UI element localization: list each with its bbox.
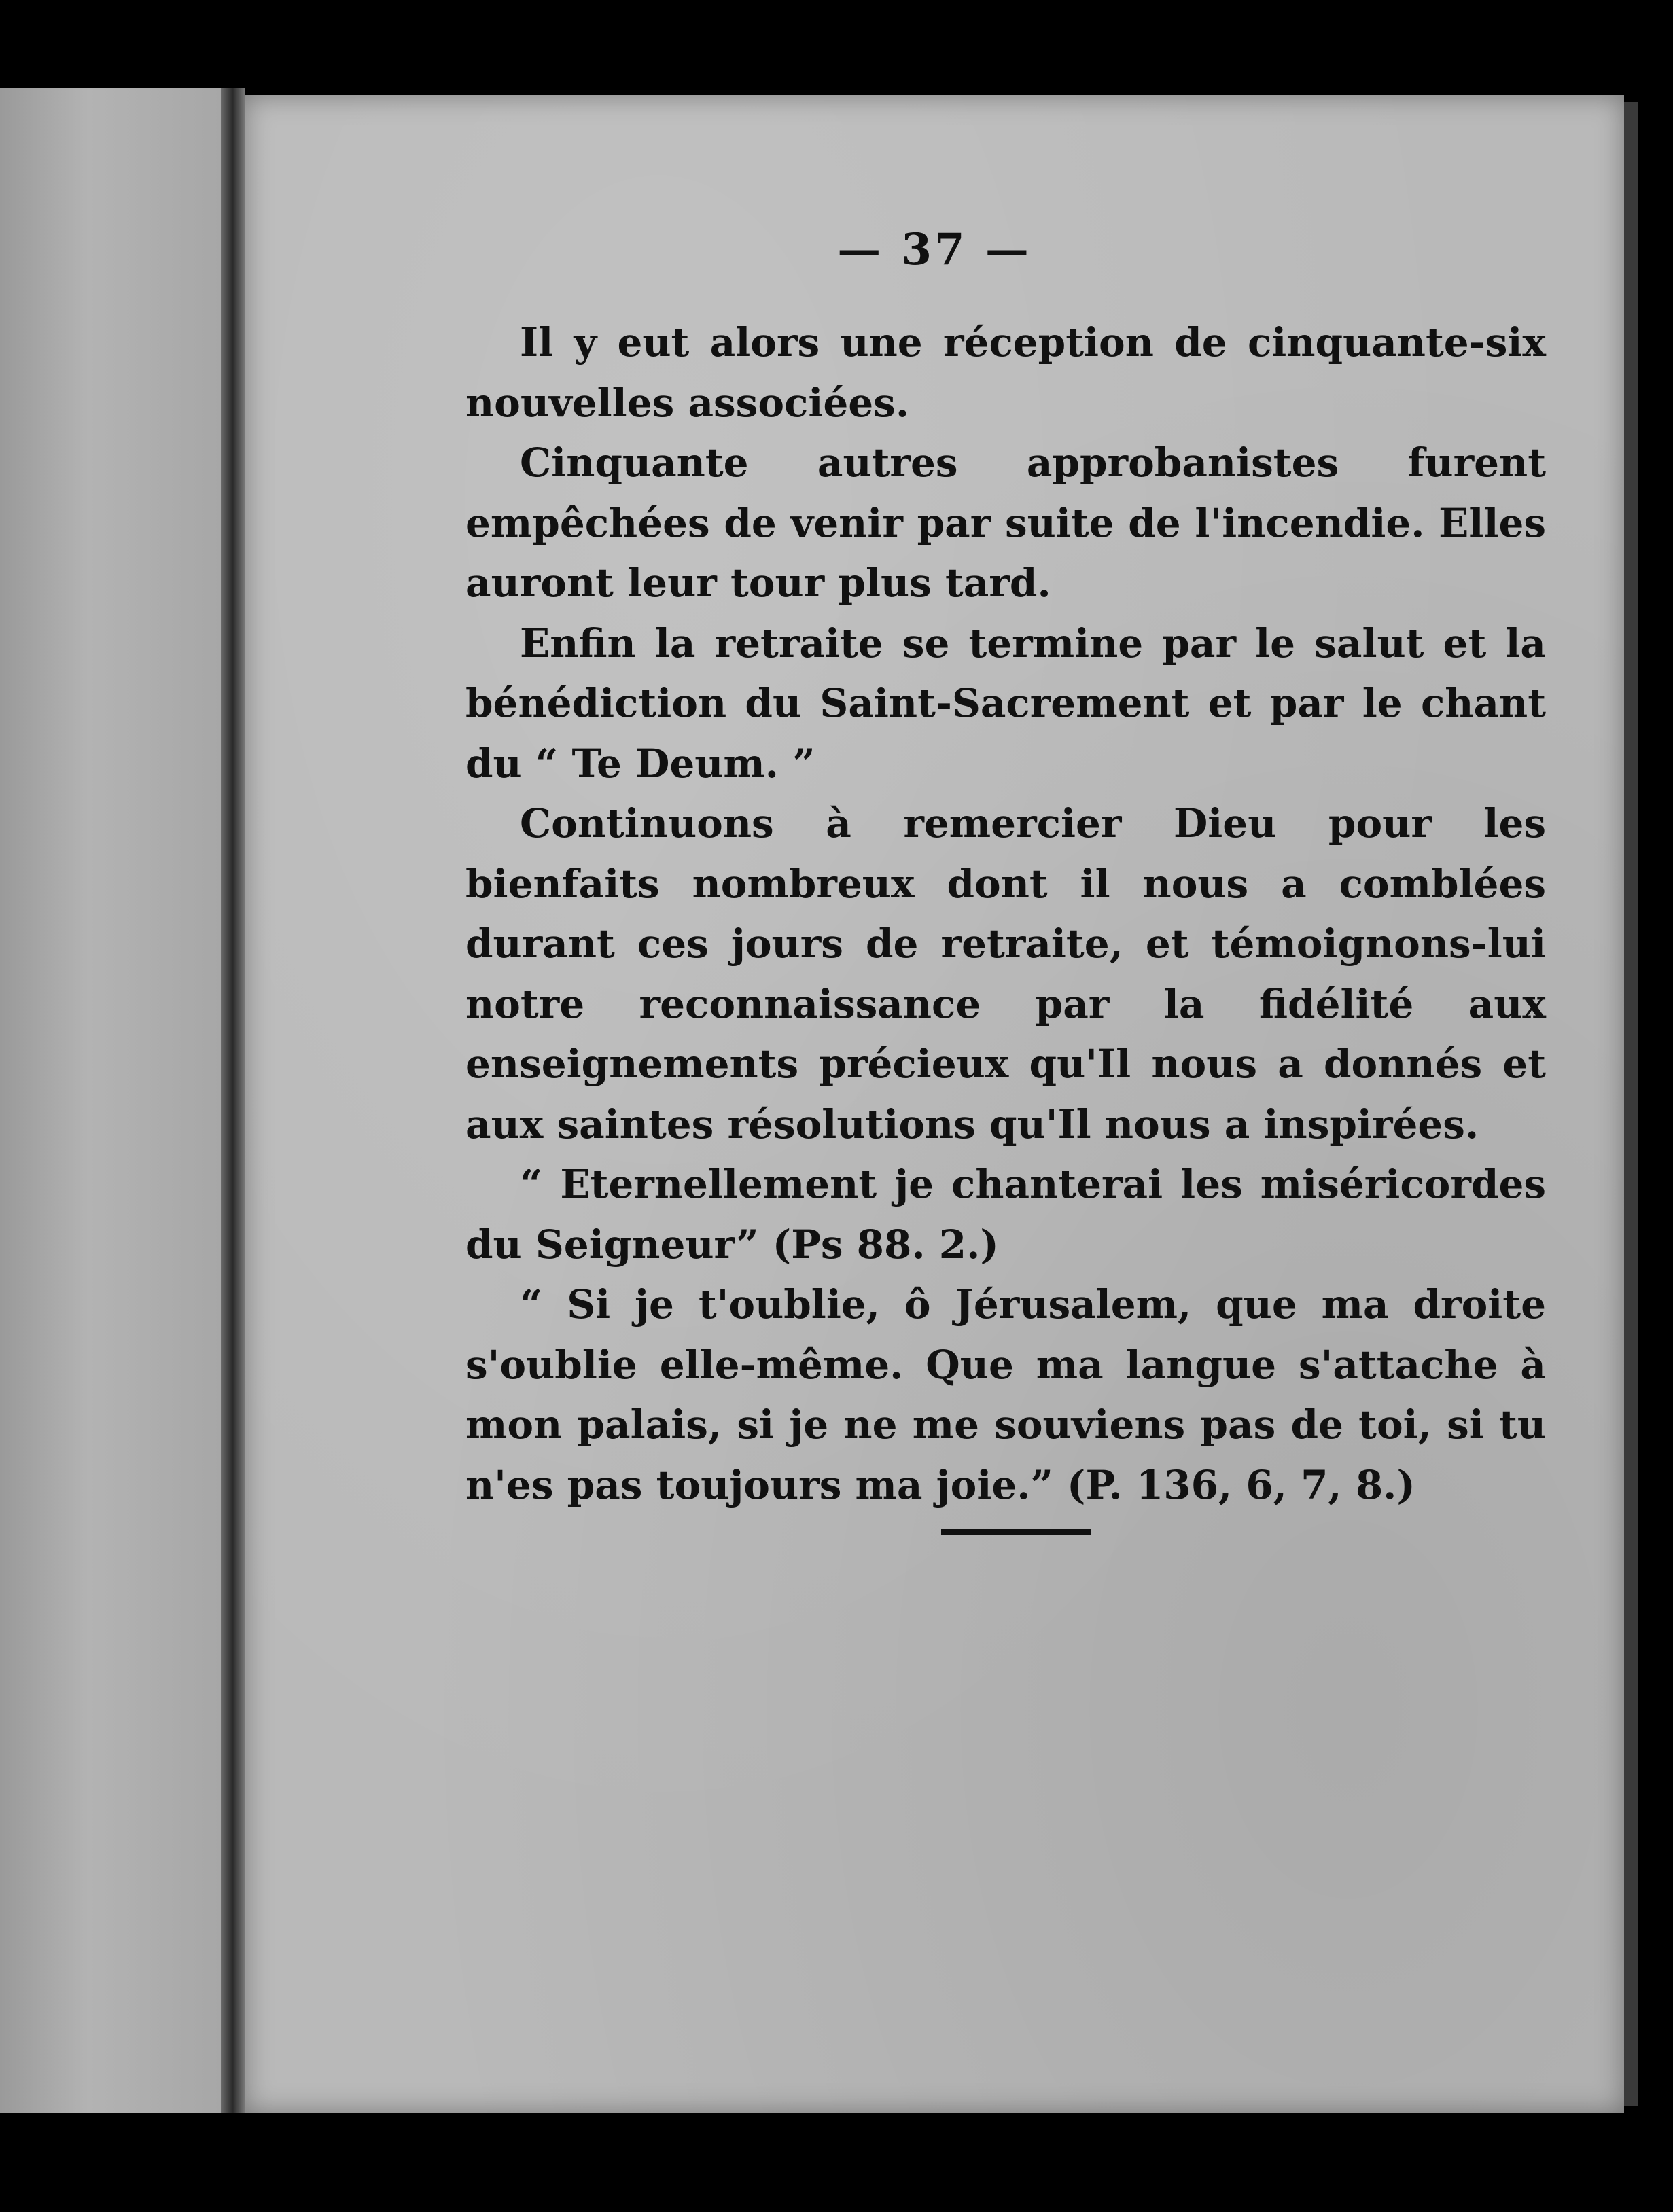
left-page-edge — [0, 88, 221, 2113]
paragraph: Il y eut alors une réception de cinquante-six nouvelles associées. — [465, 319, 1546, 426]
paragraph: Continuons à remercier Dieu pour les bienfaits nombreux dont il nous a comblées durant ces jours de retraite, et témoignons-lui notre reconnaissance par la fidélité aux enseignements précieux qu'Il nous a donnés et aux saintes résolutions qu'Il nous a inspirées. — [465, 800, 1546, 1147]
page-text — [465, 313, 1546, 1515]
page-number: — 37 — — [837, 224, 1032, 275]
paragraph: Cinquante autres approbanistes furent empêchées de venir par suite de l'incendie. Elles auront leur tour plus tard. — [465, 440, 1546, 606]
book-gutter — [221, 88, 245, 2113]
paragraph: Enfin la retraite se termine par le salut et la bénédiction du Saint-Sacrement et par le chant du “ Te Deum. ” — [465, 620, 1546, 787]
right-page-edge — [1624, 102, 1638, 2106]
book-page — [245, 95, 1624, 2113]
paragraph: “ Si je t'oublie, ô Jérusalem, que ma droite s'oublie elle-même. Que ma langue s'attache à mon palais, si je ne me souviens pas de toi, si tu n'es pas toujours ma joie.” (P. 136, 6, 7, 8.) — [465, 1281, 1546, 1508]
end-rule — [941, 1529, 1091, 1535]
paragraph: “ Eternellement je chanterai les miséricordes du Seigneur” (Ps 88. 2.) — [465, 1161, 1546, 1268]
